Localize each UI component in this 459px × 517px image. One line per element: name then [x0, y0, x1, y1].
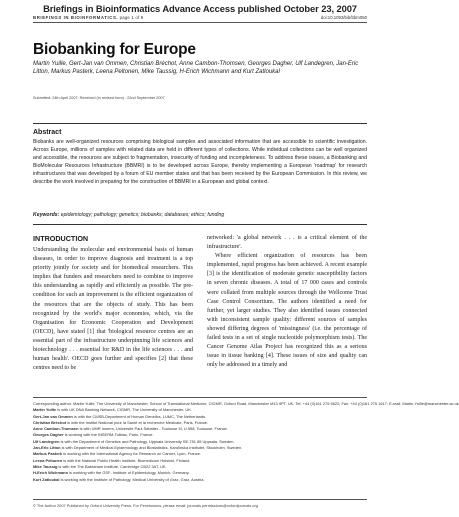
left-column: [33, 234, 193, 373]
author-note-text: is working with the GSF- Institute of Epidemiology, Munich, Germany.: [67, 470, 190, 476]
author-note-name: Markus Pasterk: [33, 451, 63, 457]
page-indicator: page 1 of 9: [119, 15, 144, 20]
intro-paragraph-1-continued: networked: 'a global network . . . is a critical element of the infrastructure'.: [207, 235, 367, 251]
author-note-text: is working with the INSERM-Tolbiac, Paris, France.: [63, 432, 154, 438]
introduction-heading: INTRODUCTION: [33, 234, 89, 243]
intro-paragraph-1: Understanding the molecular and environmental basis of human diseases, in order to improve diagnosis and treatment is a top priority jointly for society and for biomedical researchers. This implies that funders and researchers need to combine to improve this understanding as rapidly and efficiently as possible. The pre-condition for such an improvement is the efficient organization of the resources that are the objects of study. This has been recognized by the world's major economies, which, via the Organisation for Economic Cooperation and Development (OECD), have stated [1] that 'biological resource centres are an essential part of the infrastructure underpinning life sciences and biotechnology . . . essential for R&D in the life sciences . . . and human health'. OECD goes further and specifies [2] that these centres need to be: [33, 247, 193, 372]
author-note-text: is with UMR Inserm, Université Paul Sabatier - Toulouse III, U 558, Toulouse, France.: [78, 426, 228, 432]
author-note-name: Anne Cambon-Thomsen: [33, 426, 79, 432]
keywords-list: epidemiology; pathology; genetics; biobanks; databases; ethics; funding: [60, 212, 225, 218]
author-note-name: Mike Taussig: [33, 463, 58, 469]
author-note-text: is with the Institut National pour la Santé et la recherche Médicale, Paris, France.: [66, 419, 209, 425]
author-note-text: is with the The Babraham Institute, Cambridge CB22 3AT, UK.: [57, 463, 167, 469]
keywords-label: Keywords:: [33, 212, 60, 218]
abstract-top-rule: [33, 123, 367, 124]
abstract-bottom-rule: [33, 224, 367, 225]
author-note-name: Christian Bréchot: [33, 419, 67, 425]
intro-paragraph-2: [207, 252, 367, 370]
author-note-text: is working with the Institute of Pathology, Medical University of Graz, Graz, Austria.: [59, 476, 205, 482]
right-column: [207, 234, 367, 370]
copyright-footer: © The Author 2007 Published by Oxford University Press. For Permissions, please email: journals.permissions@oxfordjournals.org: [33, 503, 258, 508]
footer-rule: [33, 499, 367, 500]
author-note-name: H-Erich Wichmann: [33, 470, 68, 476]
author-note-text: is with the National Public Health Institute, Biomedicum Helsinki, Finland.: [62, 457, 191, 463]
article-title: Biobanking for Europe: [33, 41, 196, 58]
author-note-name: Leena Peltonen: [33, 457, 63, 463]
submission-dates: Submitted: 24th April 2007; Received (in revised form) : 22nd September 2007: [33, 96, 165, 100]
author-list: Martin Yuille, Gert-Jan van Ommen, Christian Bréchot, Anne Cambon-Thomsen, Georges Dagher, Ulf Landegren, Jan-Eric Litton, Markus Pasterk, Leena Peltonen, Mike Taussig, H-Erich Wichmann and Kurt Zatloukal: [33, 61, 359, 76]
intro-paragraph-2-text: Where efficient organization of resources has been implemented, rapid progress has been achieved. A recent example [3] is the identification of moderate genetic susceptibility factors in seven chronic diseases. A total of 17 000 cases and controls were collated from multiple sources through the Wellcome Trust Case Control Consortium. The authors identified a need for further, yet larger studies. They also identified issues connected with inconsistent sample quality: different sources of samples showed differing degrees of 'missingness' (i.e. the percentage of failed tests in a set of single nucleotide polymorphism tests). The Cancer Genome Atlas Project has recognized this as a serious issue in tissue banking [4]. These issues of size and quality can only be addressed in a timely and: [207, 253, 367, 369]
author-note-name: Martin Yuille: [33, 407, 57, 413]
author-note-name: Jan-Eric Litton: [33, 445, 61, 451]
abstract-text: Biobanks are well-organized resources comprising biological samples and associated information that are accessible to scientific investigation. Across Europe, millions of samples with related data are held in different types of collections. While individual collections can be well organized and accessible, the resources are subject to fragmentation, insecurity of funding and incompleteness. To address these issues, a Biobanking and BioMolecular Resources Infrastructure (BBMRI) is to be developed across Europe, thereby implementing a European 'roadmap' for research infrastructures that was developed by a forum of EU member states and that has been received by the European Commission. In this review, we describe the work involved in preparing for the construction of BBMRI in a European and global context.: [33, 139, 367, 185]
running-header-left: [33, 15, 143, 20]
author-note-name: Gert-Jan van Ommen: [33, 413, 73, 419]
journal-name: BRIEFINGS IN BIOINFORMATICS.: [33, 15, 119, 20]
author-note-text: is with Department of Medical Epidemiology and Biostatistics, Karolinska Institutet, Stockholm, Sweden.: [60, 445, 243, 451]
author-notes: [33, 401, 459, 483]
author-note-text: Corresponding author. Martin Yuille, The University of Manchester, School of Translational Medicine, CIGMR, Oxford Road, Manchester M13 9PT, UK. Tel: +44 (0)161 275 5622; Fax: +44 (0)161 275 1617; E-mail: Martin.Yuille@manchester.ac.uk: [33, 401, 459, 406]
author-note-name: Kurt Zatloukal: [33, 476, 60, 482]
advance-access-banner: Briefings in Bioinformatics Advance Access published October 23, 2007: [43, 3, 357, 14]
keywords: [33, 212, 367, 218]
author-note-text: is with the Department of Genetics and Pathology, Uppsala University SE-751 85 Uppsala, Sweden.: [59, 438, 235, 444]
author-note-text: is with UK DNA Banking Network, CIGMR, The University of Manchester, UK.: [56, 407, 192, 413]
author-note-text: is working with the International Agency for Research on Cancer, Lyon, France.: [62, 451, 201, 457]
header-rule: [33, 22, 367, 23]
author-note-name: Ulf Landegren: [33, 438, 60, 444]
abstract-heading: Abstract: [33, 129, 62, 136]
author-note-name: Georges Dagher: [33, 432, 64, 438]
doi[interactable]: doi:10.1093/bib/bbm050: [320, 15, 367, 20]
author-note-text: is with the CMSB-Department of Human Genetics, LUMC, The Netherlands.: [72, 413, 207, 419]
author-note: [33, 477, 367, 483]
notes-rule: [33, 397, 367, 398]
